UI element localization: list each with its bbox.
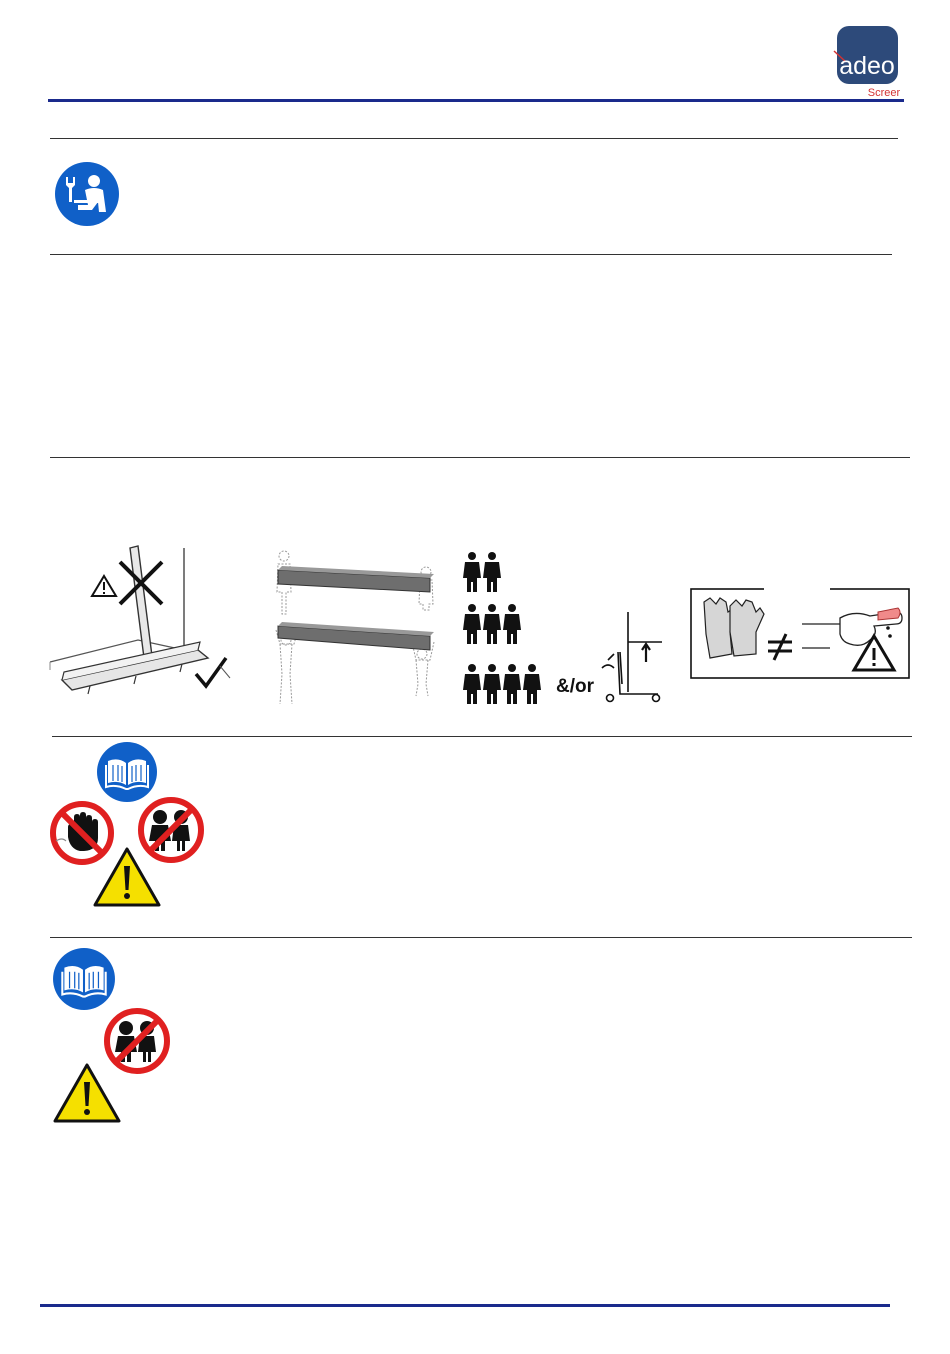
warning-triangle-icon (52, 1062, 122, 1124)
and-or-label: &/or (556, 676, 594, 697)
logo-brand: adeo (839, 52, 895, 80)
warning-triangle-icon (92, 846, 162, 908)
header-rule (48, 99, 904, 102)
section1-top-rule (50, 138, 898, 139)
read-manual-icon (96, 741, 158, 803)
technician-mandatory-icon (54, 161, 120, 227)
footer-rule (40, 1304, 890, 1307)
brand-logo (834, 24, 904, 100)
section3-bottom-rule (52, 736, 912, 737)
logo-sub: Screer (867, 87, 901, 99)
section4-bottom-rule (50, 937, 912, 938)
section2-bottom-rule (50, 457, 910, 458)
lean-against-wall-icon (48, 544, 248, 704)
lift-shelf-persons-icon (270, 544, 440, 706)
hand-truck-icon (598, 608, 664, 706)
section1-bottom-rule (50, 254, 892, 255)
person-count-icon (462, 550, 546, 710)
read-manual-icon (52, 947, 116, 1011)
gloves-vs-cut-hand-icon (690, 588, 910, 680)
